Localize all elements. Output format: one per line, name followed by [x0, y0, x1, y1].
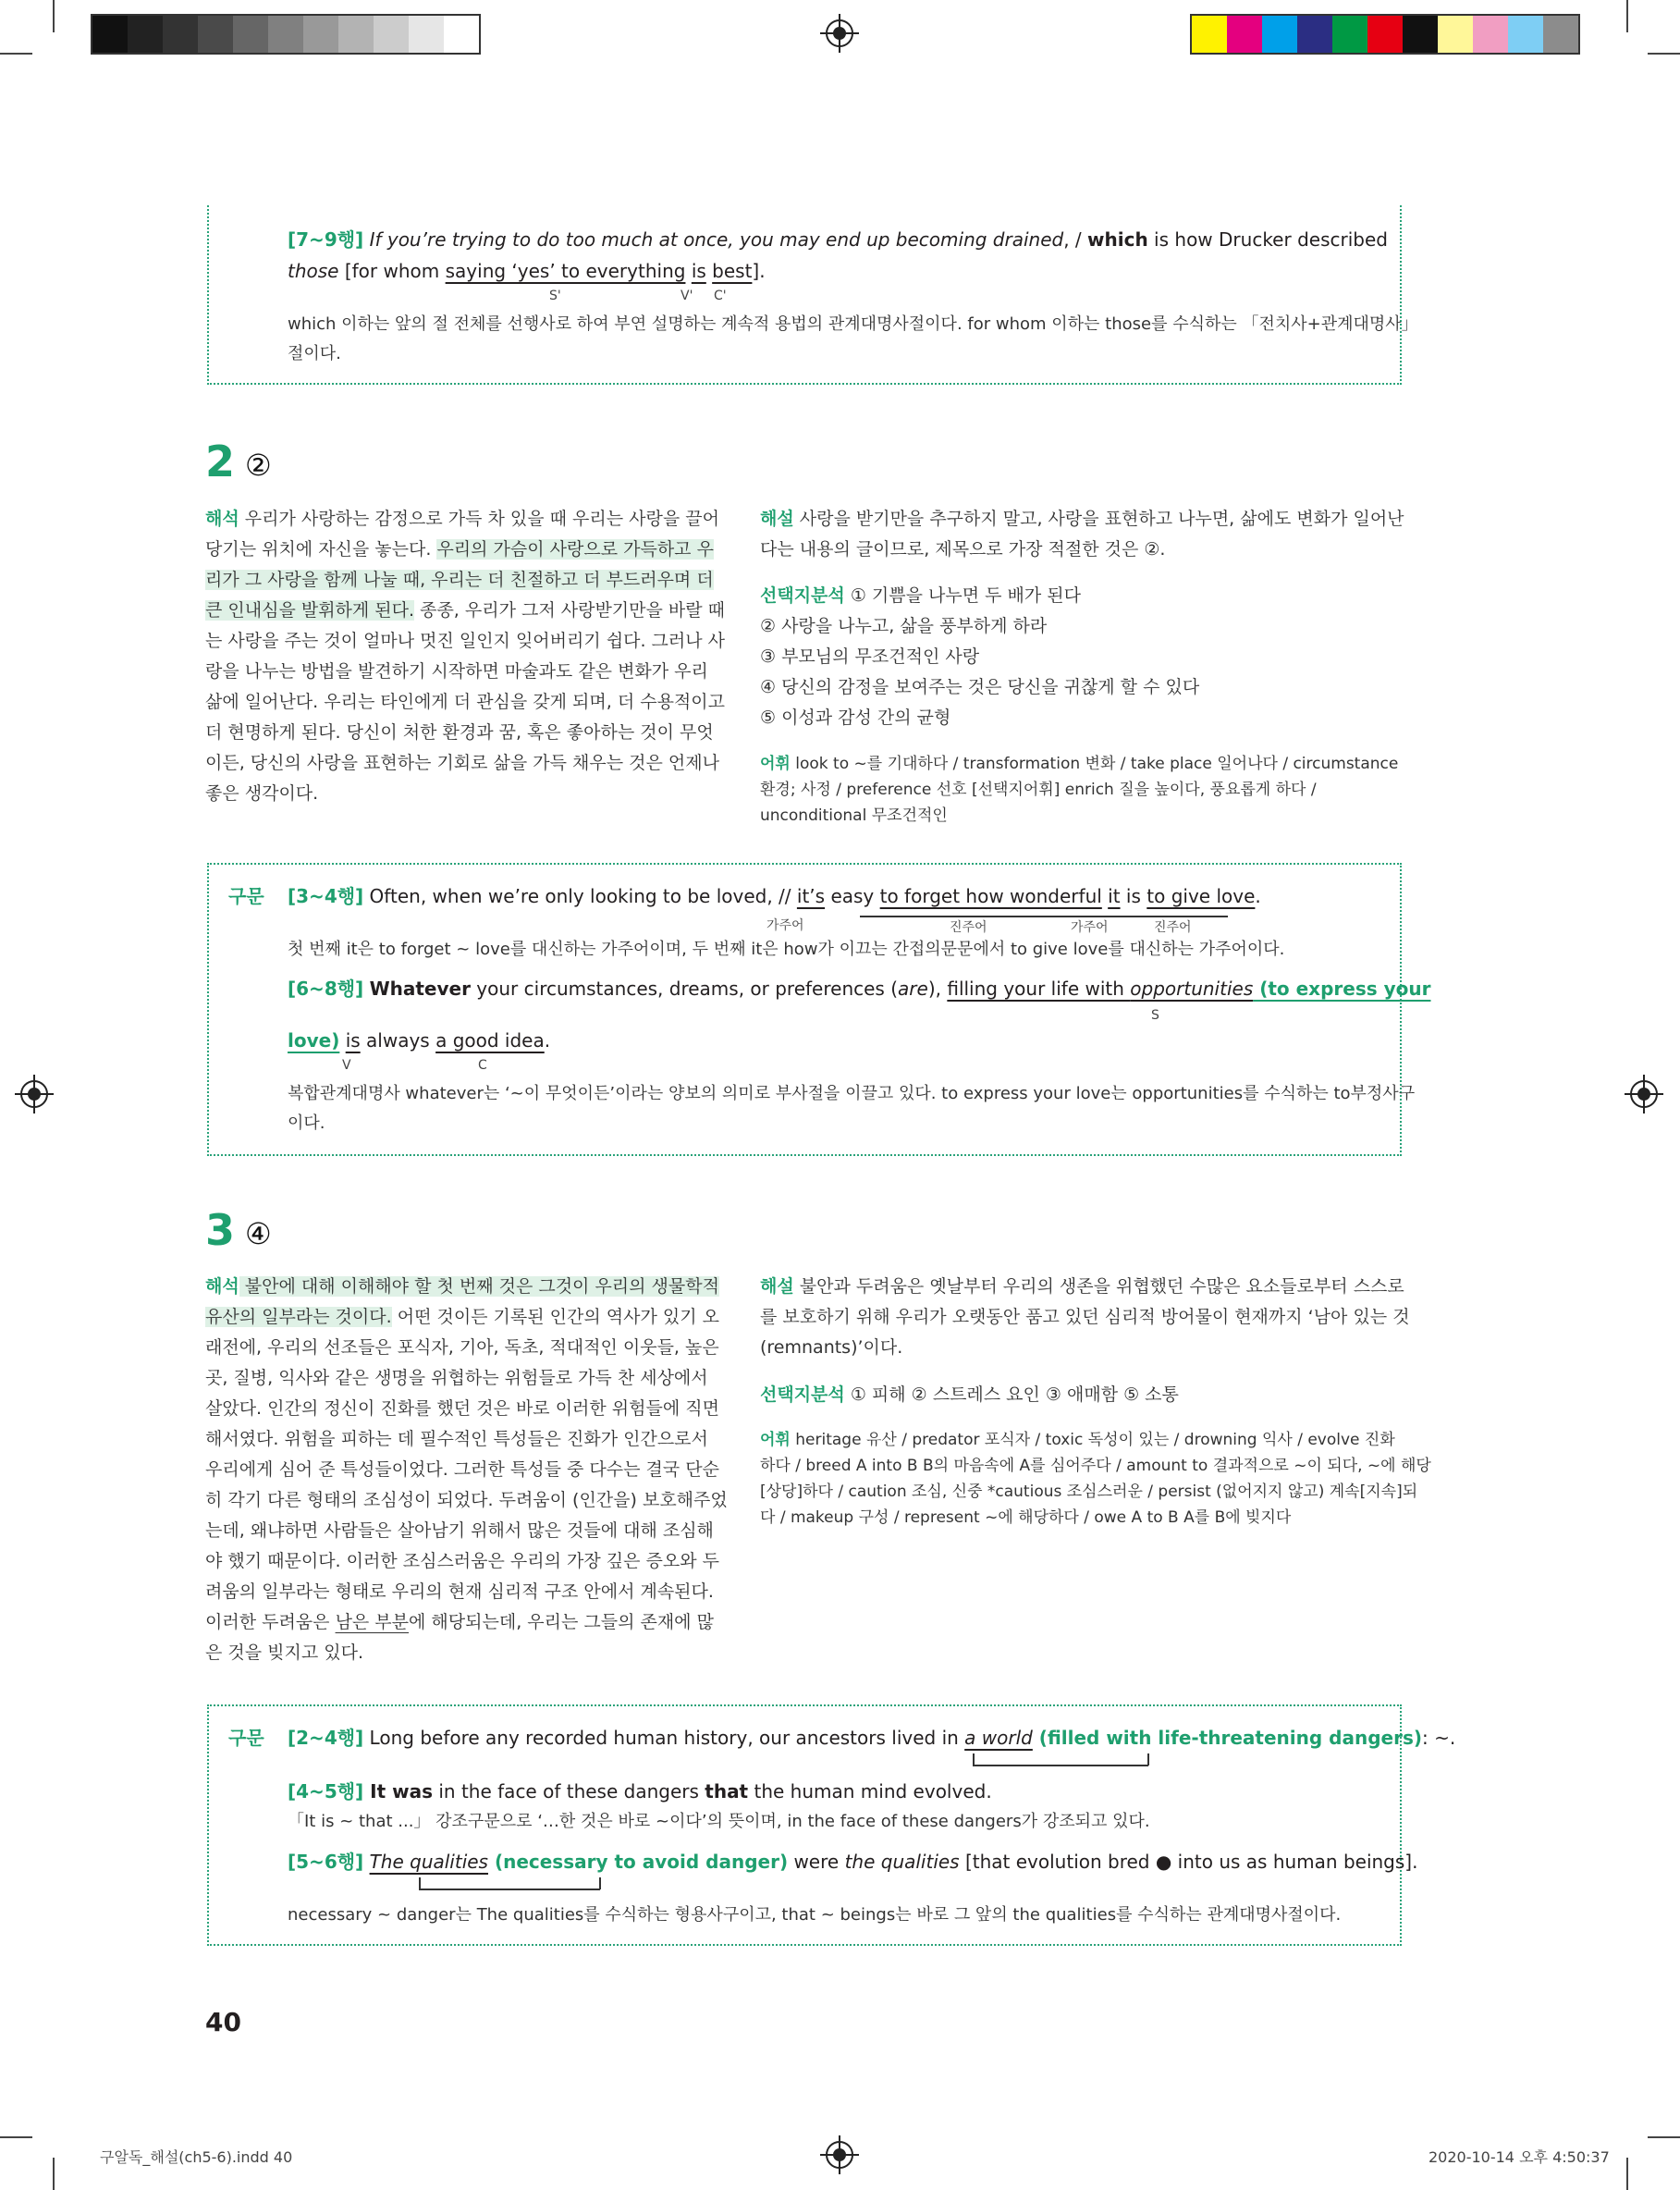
grammar-note: 이다. [288, 1113, 325, 1133]
translation-text: 는데, 왜냐하면 사람들은 살아남기 위해서 많은 것들에 대해 조심해 [205, 1520, 714, 1541]
explanation-line: 다는 내용의 글이므로, 제목으로 가장 적절한 것은 ②. [760, 539, 1166, 560]
color-swatch [1543, 16, 1578, 53]
verb-underline: is [345, 1029, 361, 1052]
grammar-line-2 [288, 1776, 992, 1807]
translation-text: 곳, 질병, 익사와 같은 생명을 위협하는 위험들로 가득 찬 세상에서 [205, 1368, 708, 1388]
crop-mark [0, 53, 32, 55]
grammar-label: 구문 [228, 885, 264, 907]
color-swatch [163, 16, 198, 53]
process-color-bar [1190, 14, 1580, 55]
explanation-block [760, 504, 1407, 565]
modifier-phrase: (necessary to avoid danger) [487, 1851, 789, 1873]
translation-line [205, 779, 718, 809]
subject-underline: filling your life with [947, 978, 1131, 1000]
translation-block [205, 504, 726, 809]
subject-underline: opportunities [1130, 978, 1254, 1000]
registration-mark-icon [826, 19, 853, 47]
color-swatch [1473, 16, 1508, 53]
translation-label: 해석 [205, 509, 239, 529]
sentence-part: It was [363, 1780, 434, 1802]
color-swatch [444, 16, 479, 53]
vocab-line: [상당]하다 / caution 조심, 신중 *cautious 조심스러운 / persist (없어지지 않고) 계속[지속]되 [760, 1483, 1418, 1501]
choice-item: ③ 부모님의 무조건적인 사랑 [760, 646, 980, 667]
translation-text: 해서였다. 위험을 피하는 데 필수적인 특성들은 진화가 인간으로서 [205, 1429, 708, 1449]
complement-underline: best [712, 260, 753, 282]
translation-text: 좋은 생각이다. [205, 783, 319, 804]
sentence-part: which [1087, 228, 1148, 251]
explanation-line: 사랑을 받기만을 추구하지 말고, 사랑을 표현하고 나누면, 삶에도 변화가 일어난 [793, 509, 1404, 529]
modifier-phrase: (filled with life-threatening dangers) [1032, 1727, 1422, 1749]
translation-text: 종종, 우리가 그저 사랑받기만을 바랄 때 [414, 600, 726, 621]
translation-highlight: 우리의 가슴이 사랑으로 가득하고 우 [436, 539, 714, 560]
translation-text: 살았다. 인간의 정신이 진화를 했던 것은 바로 이러한 위험들에 직면 [205, 1398, 719, 1419]
translation-text: 야 했기 때문이다. 이러한 조심스러움은 우리의 가장 깊은 증오와 두 [205, 1551, 719, 1571]
registration-mark-icon [1630, 1080, 1658, 1108]
vocab-line: 하다 / breed A into B B의 마음속에 A를 심어주다 / amount to 결과적으로 ~이 되다, ~에 해당 [760, 1457, 1431, 1475]
modifier-arrow [1147, 1753, 1149, 1766]
real-subject-underline: to forget how wonderful [879, 885, 1102, 907]
mark-c: C' [714, 289, 727, 303]
answer-mark: ② [245, 448, 272, 483]
translation-text: 래전에, 우리의 선조들은 포식자, 기아, 독초, 적대적인 이웃들, 높은 [205, 1337, 719, 1358]
choice-item: ① 기쁨을 나누면 두 배가 된다 [844, 585, 1081, 606]
translation-highlight: 리가 그 사랑을 함께 나눌 때, 우리는 더 친절하고 더 부드러우며 더 [205, 570, 714, 590]
translation-line [205, 1485, 728, 1516]
sentence-part: the human mind evolved. [748, 1780, 992, 1802]
complement-underline: a good idea [435, 1029, 545, 1052]
choice-item: ④ 당신의 감정을 보여주는 것은 당신을 귀찮게 할 수 있다 [760, 677, 1200, 697]
slug-file-label: 구알독_해설(ch5-6).indd 40 [100, 2148, 293, 2166]
crop-mark [1626, 2158, 1628, 2190]
translation-line [205, 657, 718, 687]
color-swatch [233, 16, 268, 53]
translation-line [205, 1638, 718, 1668]
grammar-line-2 [288, 973, 1430, 1004]
answer-mark: ④ [245, 1216, 272, 1251]
sentence-part: : ~. [1422, 1727, 1456, 1749]
choices-label: 선택지분석 [760, 585, 845, 606]
grammar-note: 「It is ~ that ...」 강조구문으로 ‘…한 것은 바로 ~이다’의 뜻이며, in the face of these dangers가 강조되고 있다. [288, 1812, 1150, 1831]
dummy-subject-underline: it’s [796, 885, 826, 907]
modifier-arrow [419, 1877, 421, 1889]
color-swatch [268, 16, 303, 53]
color-swatch [128, 16, 163, 53]
translation-text: 은 것을 빚지고 있다. [205, 1642, 363, 1663]
choice-item: ⑤ 이성과 감성 간의 균형 [760, 707, 951, 728]
translation-text: 에 해당되는데, 우리는 그들의 존재에 많 [409, 1612, 714, 1632]
vocab-label: 어휘 [760, 1431, 791, 1449]
translation-text: 삶에 일어난다. 우리는 타인에게 더 관심을 갖게 되며, 더 수용적이고 [205, 692, 725, 712]
vocab-label: 어휘 [760, 755, 791, 773]
subject-underline: saying ‘yes’ to everything [445, 260, 686, 282]
color-swatch [1367, 16, 1403, 53]
translation-block [205, 1272, 728, 1668]
explanation-line: 불안과 두려움은 옛날부터 우리의 생존을 위협했던 수많은 요소들로부터 스스로 [793, 1276, 1404, 1297]
color-swatch [1297, 16, 1332, 53]
modified-noun: The qualities [369, 1851, 488, 1873]
translation-line [205, 718, 718, 748]
sentence-part: were [788, 1851, 845, 1873]
mark-s: S [1151, 1008, 1159, 1023]
color-swatch [1438, 16, 1473, 53]
crop-mark [1626, 0, 1628, 32]
translation-text: 히 각기 다른 형태의 조심성이 되었다. 두려움이 (인간을) 보호해주었 [205, 1490, 728, 1510]
modifier-arrow [419, 1889, 600, 1890]
translation-line [205, 504, 718, 535]
sentence-part: those [288, 260, 339, 282]
choice-item: ② 사랑을 나누고, 삶을 풍부하게 하라 [760, 616, 1048, 636]
translation-line [205, 1272, 718, 1302]
vocab-line: unconditional 무조건적인 [760, 806, 948, 825]
color-swatch [1332, 16, 1367, 53]
sentence-part: Whatever [369, 978, 471, 1000]
translation-label: 해석 [205, 1276, 239, 1297]
infinitive-phrase: (to express your [1253, 978, 1431, 1000]
vocab-line: heritage 유산 / predator 포식자 / toxic 독성이 있는 / drowning 익사 / evolve 진화 [790, 1431, 1395, 1449]
translation-line [205, 1455, 718, 1485]
choices-label: 선택지분석 [760, 1384, 845, 1405]
translation-highlight: 큰 인내심을 발휘하게 된다. [205, 600, 415, 621]
line-tag: [3~4행] [288, 885, 364, 907]
color-swatch [92, 16, 128, 53]
sentence-part: is [1120, 885, 1147, 907]
crop-mark [0, 2136, 32, 2138]
verb-underline: is [691, 260, 706, 282]
sentence-part: is how Drucker described [1147, 228, 1388, 251]
mark-s: S' [549, 289, 561, 303]
line-tag: [6~8행] [288, 978, 364, 1000]
translation-line [205, 1394, 718, 1424]
crop-mark [1648, 53, 1680, 55]
translation-line [205, 626, 725, 657]
color-swatch [1508, 16, 1543, 53]
grammar-line-1 [288, 1722, 1455, 1753]
grammar-line-3 [288, 1846, 1417, 1877]
mark-v: V [342, 1058, 351, 1073]
color-swatch [1227, 16, 1262, 53]
grammar-line-1 [288, 880, 1261, 912]
vocab-line: 다 / makeup 구성 / represent ~에 해당하다 / owe A to B A를 B에 빚지다 [760, 1508, 1292, 1527]
section-number: 3 [205, 1205, 236, 1255]
crop-mark [53, 2158, 55, 2190]
translation-line [205, 565, 718, 596]
slug-datetime: 2020-10-14 오후 4:50:37 [1429, 2148, 1610, 2166]
choices-block [760, 581, 1407, 733]
line-tag: [7~9행] [288, 228, 364, 251]
grammar-note-1: which 이하는 앞의 절 전체를 선행사로 하여 부연 설명하는 계속적 용법의 관계대명사절이다. for whom 이하는 those를 수식하는 「전치사+관계대명사」 [288, 314, 1418, 334]
translation-text: 이러한 두려움은 [205, 1612, 336, 1632]
translation-line [205, 687, 725, 718]
sentence-part: [that evolution bred ● into us as human beings]. [959, 1851, 1418, 1873]
mark-jinju: 진주어 [1154, 920, 1192, 935]
line-tag: [2~4행] [288, 1727, 364, 1749]
explanation-label: 해설 [760, 509, 794, 529]
color-swatch [409, 16, 444, 53]
registration-mark-icon [20, 1080, 48, 1108]
sentence-part: , / [1063, 228, 1088, 251]
crop-mark [1648, 2136, 1680, 2138]
sentence-part: your circumstances, dreams, or preferences ( [470, 978, 899, 1000]
sentence-part: always [360, 1029, 436, 1052]
translation-highlight: 불안에 대해 이해해야 할 첫 번째 것은 그것이 우리의 생물학적 [239, 1276, 719, 1297]
translation-text: 어떤 것이든 기록된 인간의 역사가 있기 오 [391, 1307, 719, 1327]
infinitive-phrase: love) [288, 1029, 340, 1052]
sentence-part: If you’re trying to do too much at once, you may end up becoming drained [369, 228, 1064, 251]
vocab-block [760, 751, 1407, 829]
translation-text: 이든, 당신의 사랑을 표현하는 기회로 삶을 가득 채우는 것은 언제나 [205, 753, 719, 773]
translation-line [205, 1577, 718, 1607]
color-swatch [303, 16, 338, 53]
registration-mark-icon [826, 2141, 853, 2169]
translation-text: 당기는 위치에 자신을 놓는다. [205, 539, 437, 560]
sentence-part: Long before any recorded human history, our ancestors lived in [363, 1727, 965, 1749]
translation-text: 우리에게 심어 준 특성들이었다. 그러한 특성들 중 다수는 결국 단순 [205, 1459, 719, 1480]
translation-line [205, 1546, 718, 1577]
sentence-part: Often, when we’re only looking to be loved, // [363, 885, 797, 907]
vocab-line: 환경; 사정 / preference 선호 [선택지어휘] enrich 질을 높이다, 풍요롭게 하다 / [760, 781, 1317, 799]
line-tag: [5~6행] [288, 1851, 364, 1873]
grammar-line-2 [288, 255, 766, 287]
sentence-part: . [1255, 885, 1261, 907]
mark-gaju: 가주어 [1071, 920, 1109, 935]
explanation-line: 를 보호하기 위해 우리가 오랫동안 품고 있던 심리적 방어물이 현재까지 ‘남아 있는 것 [760, 1307, 1410, 1327]
vocab-line: look to ~를 기대하다 / transformation 변화 / take place 일어나다 / circumstance [790, 755, 1399, 773]
grammar-note: 첫 번째 it은 to forget ~ love를 대신하는 가주어이며, 두 번째 it은 how가 이끄는 간접의문문에서 to give love를 대신하는 가주어이다. [288, 940, 1285, 959]
translation-text: 려움의 일부라는 형태로 우리의 현재 심리적 구조 안에서 계속된다. [205, 1581, 714, 1602]
dummy-subject-underline: it [1108, 885, 1121, 907]
gray-color-bar [91, 14, 481, 55]
sentence-part: ), [927, 978, 948, 1000]
explanation-block [760, 1272, 1410, 1363]
modifier-arrow [599, 1877, 601, 1889]
explanation-label: 해설 [760, 1276, 794, 1297]
translation-highlight: 유산의 일부라는 것이다. [205, 1307, 392, 1327]
color-swatch [338, 16, 374, 53]
sentence-part: ]. [752, 260, 766, 282]
sentence-part: are [898, 978, 928, 1000]
translation-text: 우리가 사랑하는 감정으로 가득 차 있을 때 우리는 사랑을 끌어 [239, 509, 719, 529]
sentence-part: in the face of these dangers [433, 1780, 705, 1802]
grammar-line-3 [288, 1025, 550, 1056]
color-swatch [1403, 16, 1438, 53]
translation-line [205, 1302, 718, 1333]
translation-line [205, 1333, 718, 1363]
grammar-note: necessary ~ danger는 The qualities를 수식하는 형용사구이고, that ~ beings는 바로 그 앞의 the qualities를 수식하는 관계대명사절이다. [288, 1905, 1342, 1925]
mark-c: C [478, 1058, 487, 1073]
translation-text: 랑을 나누는 방법을 발견하기 시작하면 마술과도 같은 변화가 우리 [205, 661, 708, 682]
translation-line [205, 1516, 718, 1546]
translation-line [205, 1424, 718, 1455]
real-subject-underline: to give love [1147, 885, 1256, 907]
sentence-part: . [544, 1029, 551, 1052]
modifier-arrow [973, 1765, 1148, 1766]
section-number: 2 [205, 437, 236, 486]
translation-underlined: 남은 부분 [335, 1612, 410, 1632]
translation-line [205, 535, 718, 565]
mark-jinju: 진주어 [950, 920, 987, 935]
color-swatch [374, 16, 409, 53]
crop-mark [53, 0, 55, 32]
sentence-part: easy [825, 885, 880, 907]
explanation-line: (remnants)’이다. [760, 1337, 903, 1358]
sentence-part: the qualities [844, 1851, 960, 1873]
choices-block [760, 1380, 1407, 1410]
line-tag: [4~5행] [288, 1780, 364, 1802]
modifier-arrow [973, 1753, 975, 1765]
translation-line [205, 748, 718, 779]
translation-text: 는 사랑을 주는 것이 얼마나 멋진 일인지 잊어버리기 쉽다. 그러나 사 [205, 631, 725, 651]
translation-line [205, 596, 726, 626]
grammar-note: 복합관계대명사 whatever는 ‘~이 무엇이든’이라는 양보의 의미로 부사절을 이끌고 있다. to express your love는 opportunities를 수식하는 to부정사구 [288, 1084, 1416, 1103]
mark-gaju: 가주어 [766, 918, 804, 933]
color-swatch [1192, 16, 1227, 53]
grammar-note-2: 절이다. [288, 344, 341, 363]
translation-line [205, 1363, 718, 1394]
translation-text: 더 현명하게 된다. 당신이 처한 환경과 꿈, 혹은 좋아하는 것이 무엇 [205, 722, 714, 743]
sentence-part: [for whom [338, 260, 446, 282]
choice-item: ① 피해 ② 스트레스 요인 ③ 애매함 ⑤ 소통 [844, 1384, 1179, 1405]
grammar-line-1 [288, 224, 1388, 255]
page-number: 40 [205, 2007, 241, 2037]
mark-v: V' [681, 289, 693, 303]
color-swatch [198, 16, 233, 53]
color-swatch [1262, 16, 1297, 53]
modified-noun: a world [964, 1727, 1033, 1749]
translation-line [205, 1607, 718, 1638]
grammar-label: 구문 [228, 1727, 264, 1749]
vocab-block [760, 1427, 1431, 1531]
sentence-part: that [705, 1780, 749, 1802]
